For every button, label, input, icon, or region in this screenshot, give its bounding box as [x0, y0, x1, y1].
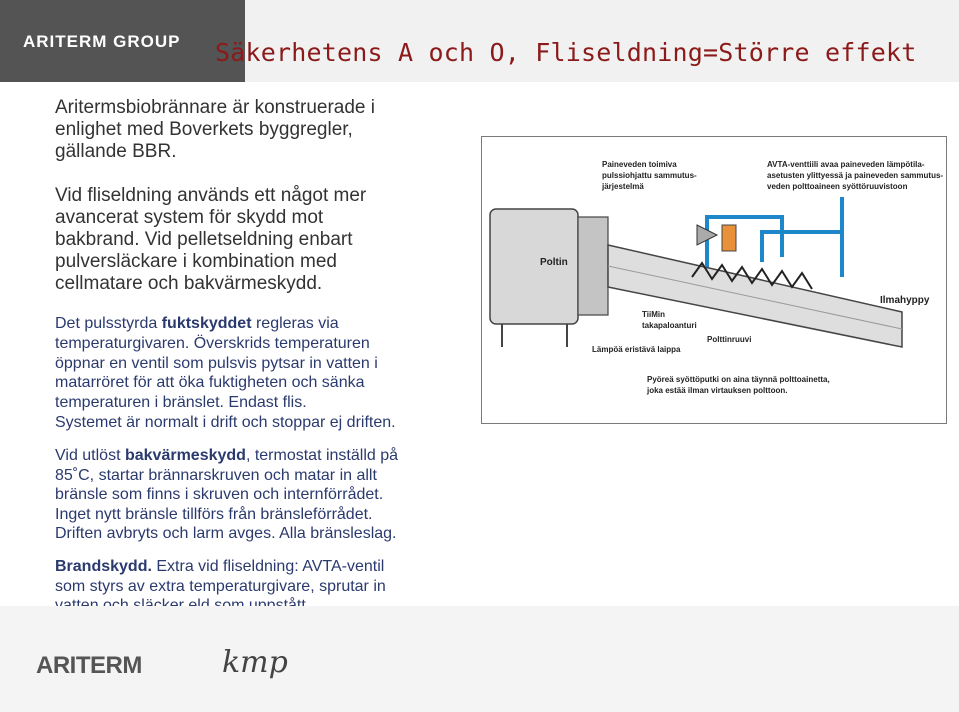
label-top-left-2: järjestelmä: [602, 182, 644, 191]
label-top-left-1: pulssiohjattu sammutus-: [602, 171, 697, 180]
label-bottom-0: Pyöreä syöttöputki on aina täynnä polttoainetta,: [647, 375, 830, 384]
label-poltin: Poltin: [540, 257, 568, 268]
paragraph-fuktskydd: [55, 314, 396, 433]
paragraph-fliseldning: [55, 185, 366, 295]
footer-band: [0, 606, 959, 712]
text-span: Vid utlöst: [55, 447, 125, 464]
text-line: temperaturgivaren. Överskrids temperaturen: [55, 334, 370, 352]
label-tiimin-1: takapaloanturi: [642, 321, 697, 330]
label-top-right-0: AVTA-venttiili avaa paineveden lämpötila-: [767, 160, 925, 169]
feed-pipe: [608, 245, 902, 347]
kmp-logo: kmp: [222, 645, 288, 680]
text-line: [55, 557, 386, 577]
label-top-right-2: veden polttoaineen syöttöruuvistoon: [767, 182, 908, 191]
text-line: pulversläckare i kombination med: [55, 251, 337, 272]
label-bottom-1: joka estää ilman virtauksen polttoon.: [647, 386, 788, 395]
keyword-brandskydd: Brandskydd.: [55, 558, 152, 575]
label-top-right-1: asetusten ylittyessä ja paineveden sammutus-: [767, 171, 944, 180]
keyword-fuktskyddet: fuktskyddet: [161, 315, 252, 332]
text-span: , termostat inställd på: [245, 447, 399, 464]
text-line: Systemet är normalt i drift och stoppar ej driften.: [55, 413, 396, 431]
text-line: som styrs av extra temperaturgivare, sprutar in: [55, 577, 386, 595]
text-line: Driften avbryts och larm avges. Alla bränsleslag.: [55, 525, 397, 543]
text-line: bränsle som finns i skruven och internförrådet.: [55, 486, 384, 504]
text-line: Vid fliseldning används ett något mer: [55, 185, 367, 206]
text-line: Aritermsbiobrännare är konstruerade i: [55, 97, 375, 118]
label-polttinruuvi: Polttinruuvi: [707, 335, 752, 344]
text-line: 85˚C, startar brännarskruven och matar in allt: [55, 466, 377, 484]
label-ilmahyppy: Ilmahyppy: [880, 295, 930, 306]
burner-diagram: [481, 136, 947, 424]
text-line: gällande BBR.: [55, 141, 177, 162]
text-line: Inget nytt bränsle tillförs från bränsleförrådet.: [55, 505, 373, 523]
text-line: cellmatare och bakvärmeskydd.: [55, 273, 323, 294]
page-title: Säkerhetens A och O, Fliseldning=Större effekt: [215, 38, 917, 67]
temperature-sensor: [722, 225, 736, 251]
text-line: öppnar en ventil som pulsvis pytsar in vatten i: [55, 354, 378, 372]
pipe-centerline: [608, 266, 902, 329]
text-line: avancerat system för skydd mot: [55, 207, 324, 228]
brand-band: [0, 0, 245, 82]
keyword-bakvarmeskydd: bakvärmeskydd: [124, 447, 246, 464]
text-span: Det pulsstyrda: [55, 315, 162, 332]
label-lampo: Lämpöä eristävä laippa: [592, 345, 681, 354]
text-span: Extra vid fliseldning: AVTA-ventil: [151, 558, 385, 575]
text-span: regleras via: [251, 315, 339, 332]
text-line: [55, 446, 398, 466]
burner-diagram-svg: [482, 137, 946, 423]
header-bar: [0, 0, 959, 82]
text-line: matarröret för att öka fuktigheten och sänka: [55, 374, 365, 392]
brand-logo: ARITERM GROUP: [23, 32, 181, 51]
text-line: [55, 314, 396, 334]
label-tiimin-0: TiiMin: [642, 310, 665, 319]
text-line: enlighet med Boverkets byggregler,: [55, 119, 353, 140]
paragraph-bbr: [55, 97, 375, 163]
ariterm-logo: ARITERM: [36, 652, 142, 679]
paragraph-bakvarmeskydd: [55, 446, 398, 544]
text-line: bakbrand. Vid pelletseldning enbart: [55, 229, 353, 250]
label-top-left-0: Paineveden toimiva: [602, 160, 677, 169]
burner-flange: [578, 217, 608, 315]
text-line: temperaturen i bränslet. Endast flis.: [55, 394, 307, 412]
